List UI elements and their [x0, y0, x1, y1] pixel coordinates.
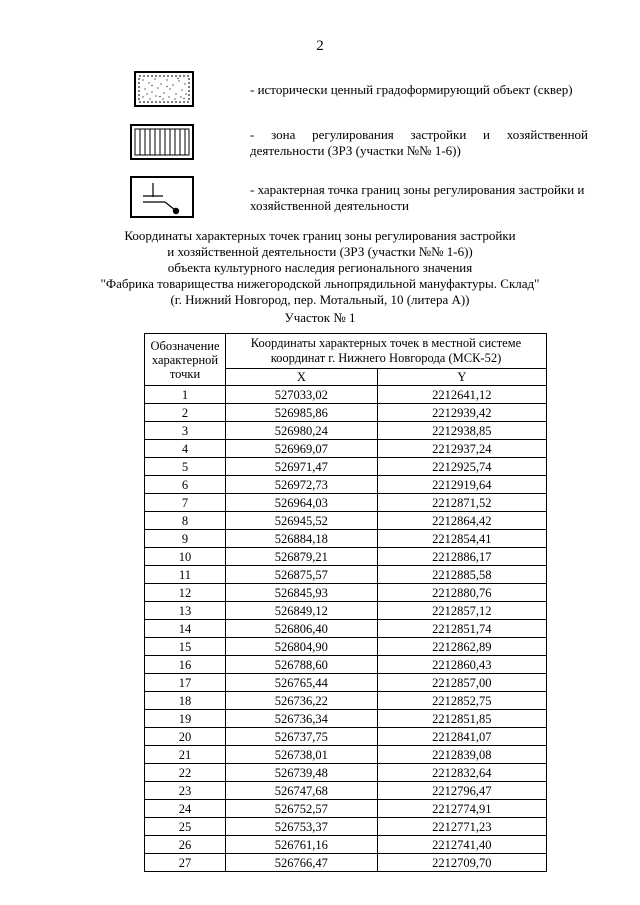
cell-x: 526766,47 — [226, 854, 378, 872]
cell-x: 526753,37 — [226, 818, 378, 836]
cell-x: 526804,90 — [226, 638, 378, 656]
cell-point-number: 23 — [145, 782, 226, 800]
table-row — [145, 404, 547, 422]
table-row — [145, 440, 547, 458]
cell-y: 2212925,74 — [377, 458, 546, 476]
table-row — [145, 800, 547, 818]
heading-line-3: объекта культурного наследия регионального значения — [167, 260, 473, 275]
cell-point-number: 3 — [145, 422, 226, 440]
cell-y: 2212857,12 — [377, 602, 546, 620]
cell-point-number: 26 — [145, 836, 226, 854]
cell-x: 526788,60 — [226, 656, 378, 674]
table-row — [145, 476, 547, 494]
cell-point-number: 1 — [145, 386, 226, 404]
cell-y: 2212871,52 — [377, 494, 546, 512]
legend-text-zone-line2: деятельности (ЗРЗ (участки №№ 1-6)) — [250, 143, 461, 158]
cell-y: 2212857,00 — [377, 674, 546, 692]
cell-point-number: 24 — [145, 800, 226, 818]
cell-y: 2212851,85 — [377, 710, 546, 728]
page-number: 2 — [316, 38, 324, 54]
table-row — [145, 602, 547, 620]
cell-y: 2212885,58 — [377, 566, 546, 584]
table-body — [145, 386, 547, 872]
coordinates-table — [144, 333, 547, 872]
cell-y: 2212939,42 — [377, 404, 546, 422]
table-row — [145, 620, 547, 638]
cell-y: 2212880,76 — [377, 584, 546, 602]
cell-point-number: 12 — [145, 584, 226, 602]
cell-y: 2212862,89 — [377, 638, 546, 656]
cell-y: 2212919,64 — [377, 476, 546, 494]
cell-point-number: 20 — [145, 728, 226, 746]
cell-y: 2212852,75 — [377, 692, 546, 710]
table-row — [145, 512, 547, 530]
table-row — [145, 836, 547, 854]
table-row — [145, 782, 547, 800]
cell-x: 526806,40 — [226, 620, 378, 638]
table-row — [145, 566, 547, 584]
cell-point-number: 9 — [145, 530, 226, 548]
table-row — [145, 386, 547, 404]
cell-y: 2212938,85 — [377, 422, 546, 440]
cell-point-number: 21 — [145, 746, 226, 764]
table-row — [145, 530, 547, 548]
cell-point-number: 5 — [145, 458, 226, 476]
table-row — [145, 584, 547, 602]
table-row — [145, 674, 547, 692]
cell-y: 2212741,40 — [377, 836, 546, 854]
cell-y: 2212886,17 — [377, 548, 546, 566]
cell-x: 526971,47 — [226, 458, 378, 476]
legend-text-square: - исторически ценный градоформирующий объект (сквер) — [250, 82, 573, 97]
table-row — [145, 764, 547, 782]
cell-x: 526736,22 — [226, 692, 378, 710]
heading-line-2: и хозяйственной деятельности (ЗРЗ (участки №№ 1-6)) — [167, 244, 473, 259]
cell-point-number: 25 — [145, 818, 226, 836]
cell-y: 2212854,41 — [377, 530, 546, 548]
table-row — [145, 692, 547, 710]
heading-line-1: Координаты характерных точек границ зоны регулирования застройки — [124, 228, 516, 243]
legend-text-point-line2: хозяйственной деятельности — [250, 198, 409, 213]
legend-text-zone-line1: - зона регулирования застройки и хозяйственной — [250, 127, 588, 142]
cell-y: 2212832,64 — [377, 764, 546, 782]
cell-point-number: 10 — [145, 548, 226, 566]
table-row — [145, 422, 547, 440]
table-row — [145, 548, 547, 566]
cell-y: 2212839,08 — [377, 746, 546, 764]
table-row — [145, 728, 547, 746]
cell-point-number: 22 — [145, 764, 226, 782]
cell-x: 526980,24 — [226, 422, 378, 440]
table-row — [145, 458, 547, 476]
cell-y: 2212841,07 — [377, 728, 546, 746]
cell-x: 526736,34 — [226, 710, 378, 728]
table-row — [145, 746, 547, 764]
heading-line-5: (г. Нижний Новгород, пер. Мотальный, 10 (литера А)) — [170, 292, 470, 307]
cell-point-number: 27 — [145, 854, 226, 872]
cell-x: 526879,21 — [226, 548, 378, 566]
document-heading — [0, 228, 640, 308]
table-row — [145, 494, 547, 512]
cell-point-number: 2 — [145, 404, 226, 422]
cell-x: 526738,01 — [226, 746, 378, 764]
cell-point-number: 18 — [145, 692, 226, 710]
cell-x: 526739,48 — [226, 764, 378, 782]
table-row — [145, 854, 547, 872]
cell-y: 2212864,42 — [377, 512, 546, 530]
cell-point-number: 15 — [145, 638, 226, 656]
cell-x: 526969,07 — [226, 440, 378, 458]
cell-x: 526761,16 — [226, 836, 378, 854]
cell-point-number: 8 — [145, 512, 226, 530]
cell-point-number: 17 — [145, 674, 226, 692]
cell-y: 2212771,23 — [377, 818, 546, 836]
heading-line-4: "Фабрика товарищества нижегородской льнопрядильной мануфактуры. Склад" — [100, 276, 540, 291]
cell-point-number: 6 — [145, 476, 226, 494]
cell-x: 526875,57 — [226, 566, 378, 584]
cell-x: 526747,68 — [226, 782, 378, 800]
legend-text-point-line1: - характерная точка границ зоны регулирования застройки и — [250, 182, 585, 197]
cell-point-number: 14 — [145, 620, 226, 638]
cell-x: 526964,03 — [226, 494, 378, 512]
cell-x: 526945,52 — [226, 512, 378, 530]
cell-x: 526985,86 — [226, 404, 378, 422]
table-row — [145, 638, 547, 656]
cell-x: 526752,57 — [226, 800, 378, 818]
cell-x: 526765,44 — [226, 674, 378, 692]
table-row — [145, 656, 547, 674]
cell-y: 2212641,12 — [377, 386, 546, 404]
cell-point-number: 11 — [145, 566, 226, 584]
cell-point-number: 7 — [145, 494, 226, 512]
column-header-point: Обозначение характерной точки — [145, 334, 226, 386]
table-row — [145, 710, 547, 728]
table-header-row — [145, 334, 547, 369]
cell-y: 2212774,91 — [377, 800, 546, 818]
table-row — [145, 818, 547, 836]
cell-x: 526845,93 — [226, 584, 378, 602]
cell-y: 2212851,74 — [377, 620, 546, 638]
cell-x: 526972,73 — [226, 476, 378, 494]
cell-y: 2212796,47 — [377, 782, 546, 800]
cell-point-number: 16 — [145, 656, 226, 674]
hatched-square-icon — [133, 70, 195, 108]
column-header-y: Y — [377, 369, 546, 386]
cell-x: 526849,12 — [226, 602, 378, 620]
cell-y: 2212860,43 — [377, 656, 546, 674]
cell-point-number: 19 — [145, 710, 226, 728]
column-header-x: X — [226, 369, 378, 386]
cell-point-number: 4 — [145, 440, 226, 458]
cell-x: 527033,02 — [226, 386, 378, 404]
cell-point-number: 13 — [145, 602, 226, 620]
cell-x: 526884,18 — [226, 530, 378, 548]
cell-y: 2212709,70 — [377, 854, 546, 872]
vertical-stripes-icon — [129, 123, 195, 161]
column-header-coordinates: Координаты характерных точек в местной системе координат г. Нижнего Новгорода (МСК-52) — [226, 334, 547, 369]
cell-x: 526737,75 — [226, 728, 378, 746]
section-title: Участок № 1 — [284, 310, 356, 325]
boundary-point-icon — [129, 175, 195, 219]
cell-y: 2212937,24 — [377, 440, 546, 458]
